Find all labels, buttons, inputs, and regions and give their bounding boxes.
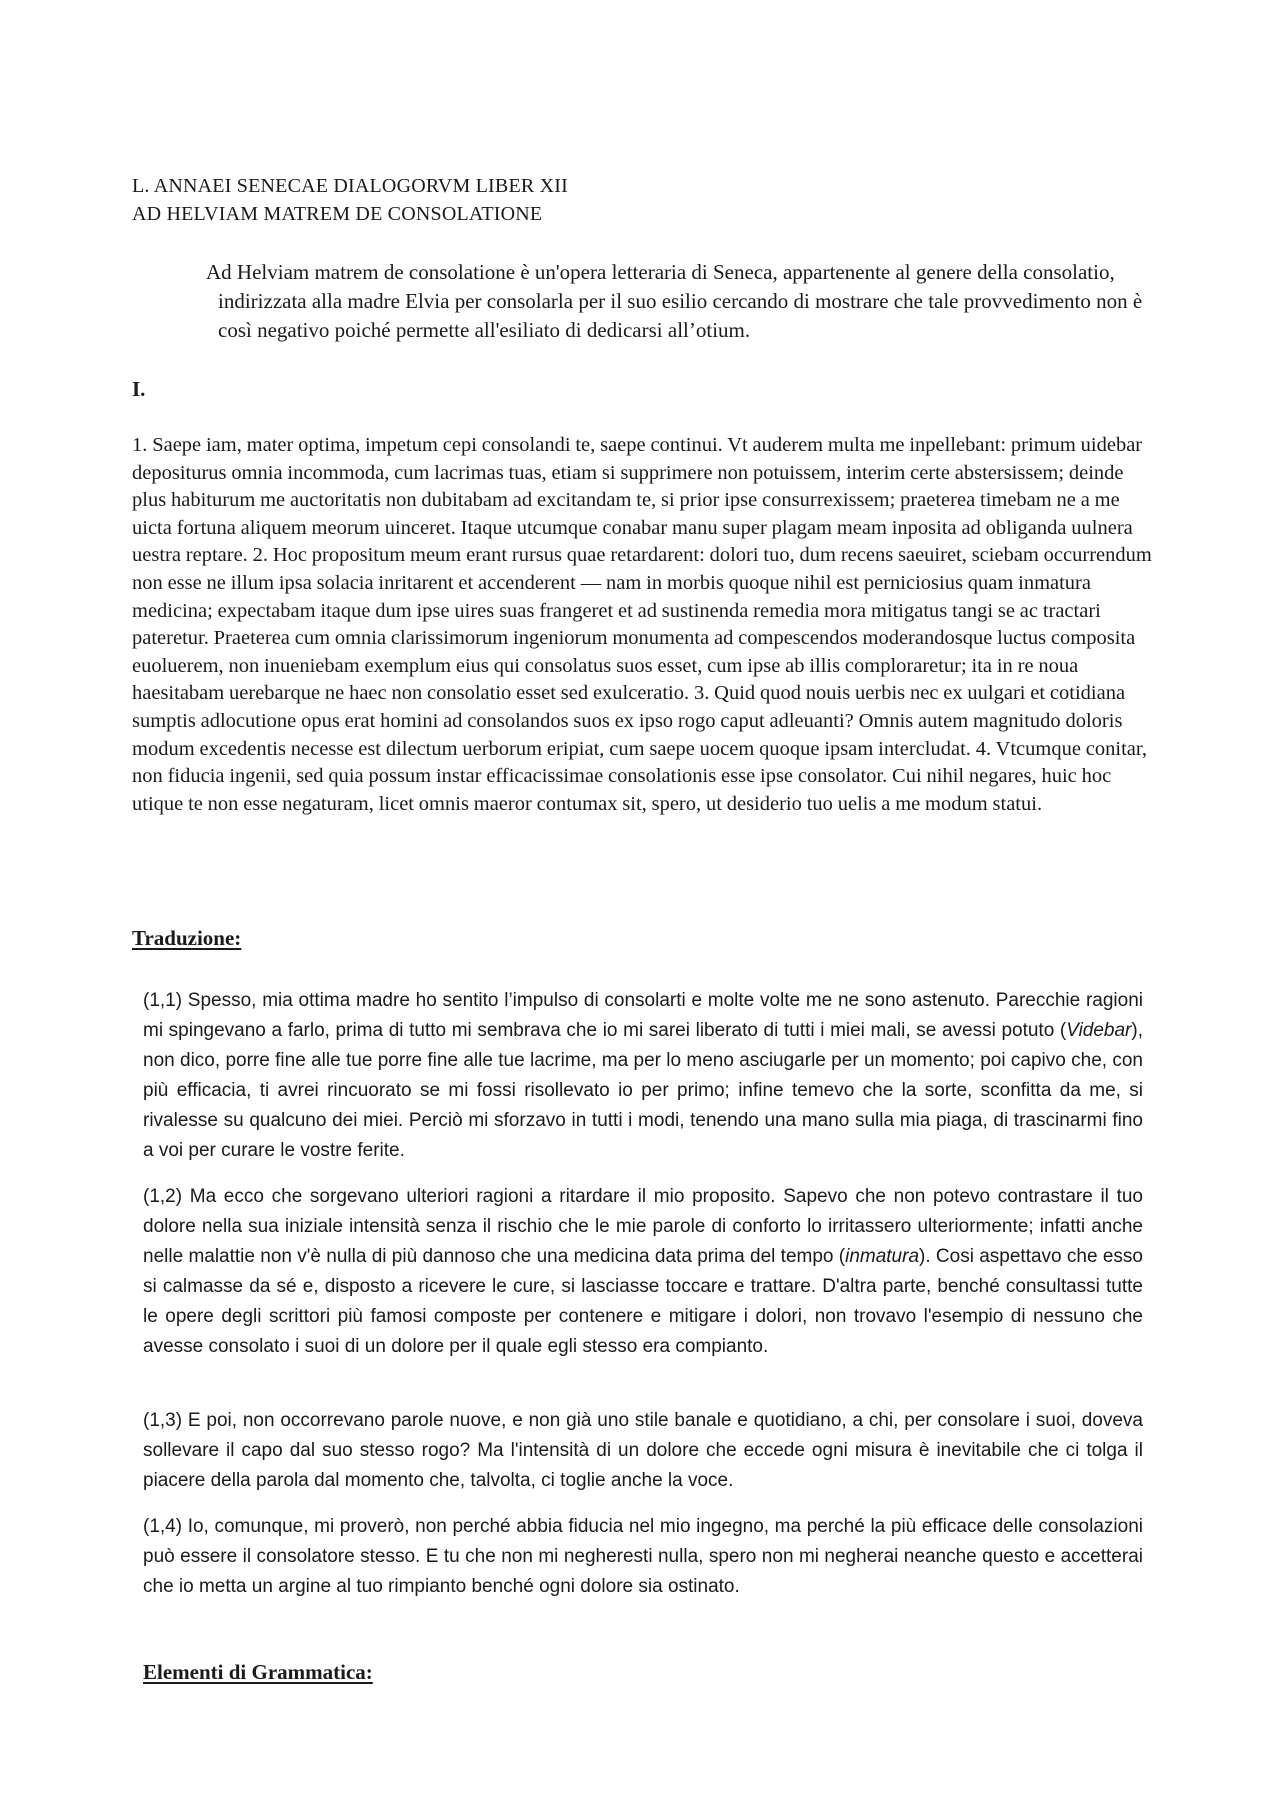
translation-paragraph-3: (1,3) E poi, non occorrevano parole nuove, e non già uno stile banale e quotidiano, a chi, per consolare i suoi, doveva sollevare il capo dal suo stesso rogo? Ma l'intensità di un dolore che eccede ogni misura è inevitabile che ci tolga il piacere della parola dal momento che, talvolta, ci toglie anche la voce. — [143, 1410, 1143, 1491]
translation-p1-italic: Videbar — [1066, 1020, 1132, 1041]
title-line-2: AD HELVIAM MATREM DE CONSOLATIONE — [132, 203, 543, 225]
grammar-heading: Elementi di Grammatica: — [143, 1660, 373, 1684]
intro-paragraph: Ad Helviam matrem de consolatione è un'opera letteraria di Seneca, appartenente al genere della consolatio, indirizzata alla madre Elvia per consolarla per il suo esilio cercando di mostrare che tale provvedimento non è così negativo poiché permette all'esiliato di dedicarsi all’otium. — [206, 260, 1143, 342]
translation-p1-text-end: ), non dico, porre fine alle tue porre fine alle tue lacrime, ma per lo meno asciugarle per un momento; poi capivo che, con più efficacia, ti avrei rincuorato se mi fossi risollevato io per primo; infine temevo che la sorte, sconfitta da me, si rivalesse su qualcuno dei miei. Perciò mi sforzavo in tutti i modi, tenendo una mano sulla mia piaga, di trascinarmi fino a voi per curare le vostre ferite. — [143, 1020, 1143, 1161]
translation-p2-text-end: ). Cosi aspettavo che esso si calmasse da sé e, disposto a ricevere le cure, si lasciasse toccare e trattare. D'altra parte, benché consultassi tutte le opere degli scrittori più famosi composte per contenere e mitigare i dolori, non trovavo l'esempio di nessuno che avesse consolato i suoi di un dolore per il quale egli stesso era compianto. — [143, 1246, 1143, 1357]
section-number: I. — [132, 377, 146, 401]
translation-paragraph-2 — [143, 1182, 1143, 1362]
translation-paragraph-4: (1,4) Io, comunque, mi proverò, non perché abbia fiducia nel mio ingegno, ma perché la più efficace delle consolazioni può essere il consolatore stesso. E tu che non mi negheresti nulla, spero non mi negherai neanche questo e accetterai che io metta un argine al tuo rimpianto benché ogni dolore sia ostinato. — [143, 1516, 1143, 1597]
title-line-1: L. ANNAEI SENECAE DIALOGORVM LIBER XII — [132, 175, 568, 197]
translation-paragraph-1 — [143, 986, 1143, 1166]
translation-p2-italic: inmatura — [845, 1246, 920, 1267]
latin-text: 1. Saepe iam, mater optima, impetum cepi consolandi te, saepe continui. Vt auderem multa me inpellebant: primum uidebar depositurus omnia incommoda, cum lacrimas tuas, etiam si supprimere non potuissem, interim certe abstersissem; deinde plus habiturum me auctoritatis non dubitabam ad excitandam te, si prior ipse consurrexissem; praeterea timebam ne a me uicta fortuna aliquem meorum uinceret. Itaque utcumque conabar manu super plagam meam inposita ad obliganda uulnera uestra reptare. 2. Hoc propositum meum erant rursus quae retardarent: dolori tuo, dum recens saeuiret, sciebam occurrendum non esse ne illum ipsa solacia inritarent et accenderent — nam in morbis quoque nihil est perniciosius quam inmatura medicina; expectabam itaque dum ipse uires suas frangeret et ad sustinenda remedia mora mitigatus tangi se ac tractari pateretur. Praeterea cum omnia clarissimorum ingeniorum monumenta ad compescendos moderandosque luctus composita euoluerem, non inueniebam exemplum eius qui consolatus suos esset, cum ipse ab illis comploraretur; ita in re noua haesitabam uerebarque ne haec non consolatio esset sed exulceratio. 3. Quid quod nouis uerbis nec ex uulgari et cotidiana sumptis adlocutione opus erat homini ad consolandos suos ex ipso rogo caput adleuanti? Omnis autem magnitudo doloris modum excedentis necesse est dilectum uerborum eripiat, cum saepe uocem quoque ipsam intercludat. 4. Vtcumque conitar, non fiducia ingenii, sed quia possum instar efficacissimae consolationis esse ipse consolator. Cui nihil negares, huic hoc utique te non esse negaturam, licet omnis maeror contumax sit, spero, ut desiderio tuo uelis a me modum statui. — [132, 434, 1152, 815]
translation-heading: Traduzione: — [132, 926, 242, 950]
translation-p1-text: (1,1) Spesso, mia ottima madre ho sentito l’impulso di consolarti e molte volte me ne sono astenuto. Parecchie ragioni mi spingevano a farlo, prima di tutto mi sembrava che io mi sarei liberato di tutti i miei mali, se avessi potuto ( — [143, 990, 1143, 1041]
translation-p2-text: (1,2) Ma ecco che sorgevano ulteriori ragioni a ritardare il mio proposito. Sapevo che non potevo contrastare il tuo dolore nella sua iniziale intensità senza il rischio che le mie parole di conforto lo irritassero ulteriormente; infatti anche nelle malattie non v'è nulla di più dannoso che una medicina data prima del tempo ( — [143, 1186, 1143, 1267]
